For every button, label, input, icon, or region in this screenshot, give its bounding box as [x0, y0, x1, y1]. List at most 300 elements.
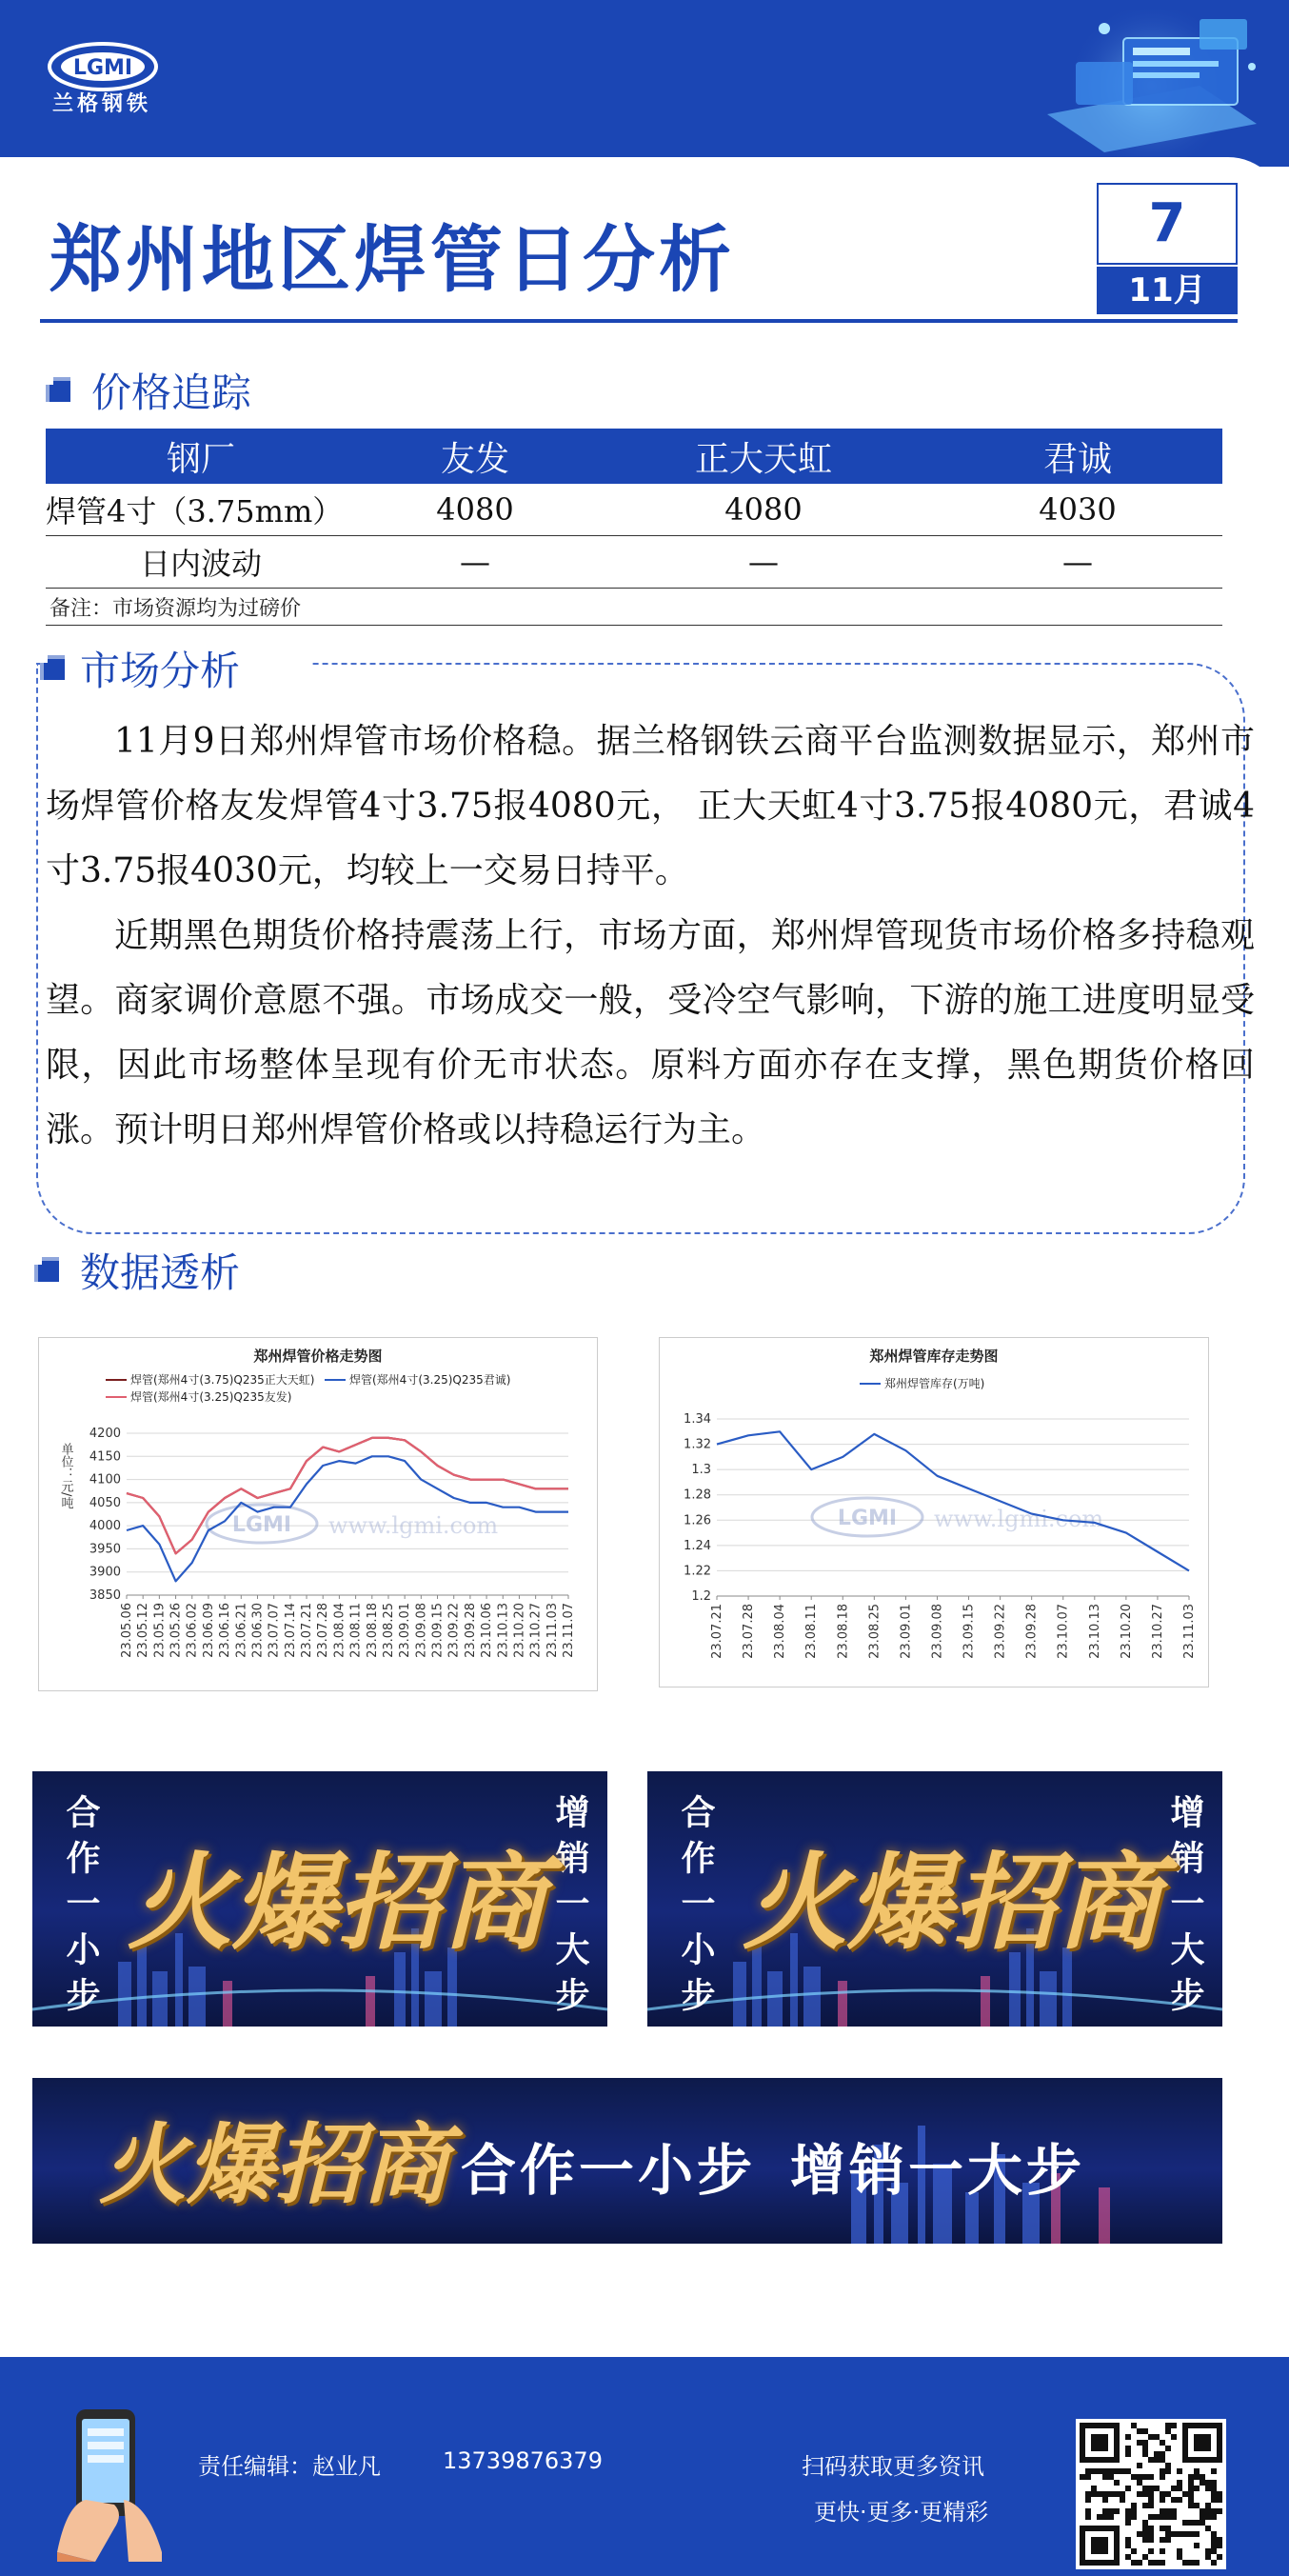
qr-module: [1137, 2480, 1142, 2486]
qr-module: [1148, 2503, 1154, 2508]
qr-module: [1125, 2537, 1131, 2543]
qr-module: [1165, 2463, 1171, 2468]
y-axis-label: 单位：元/吨: [58, 1443, 73, 1509]
qr-module: [1177, 2548, 1182, 2554]
qr-module: [1188, 2474, 1194, 2480]
qr-module: [1125, 2508, 1131, 2514]
change-cell: —: [933, 536, 1222, 589]
y-tick-label: 1.28: [684, 1488, 711, 1503]
qr-module: [1205, 2514, 1211, 2520]
y-tick-label: 1.34: [684, 1412, 711, 1427]
qr-module: [1217, 2508, 1222, 2514]
qr-module: [1131, 2474, 1137, 2480]
x-tick-label: 23.05.06: [120, 1603, 134, 1658]
qr-module: [1211, 2531, 1217, 2537]
y-tick-label: 1.24: [684, 1538, 711, 1553]
qr-module: [1165, 2423, 1171, 2428]
qr-module: [1160, 2491, 1165, 2497]
qr-module: [1211, 2514, 1217, 2520]
qr-module: [1188, 2531, 1194, 2537]
qr-module: [1211, 2486, 1217, 2491]
qr-module: [1102, 2468, 1108, 2474]
x-tick-label: 23.07.21: [300, 1603, 315, 1658]
qr-module: [1125, 2554, 1131, 2560]
qr-module: [1080, 2474, 1085, 2480]
qr-module: [1165, 2508, 1171, 2514]
y-tick-label: 3850: [89, 1588, 121, 1603]
y-tick-label: 4100: [89, 1472, 121, 1488]
phone-hand-icon: [57, 2409, 171, 2562]
watermark-url: www.lgmi.com: [328, 1512, 499, 1539]
x-tick-label: 23.09.28: [463, 1603, 478, 1658]
qr-module: [1154, 2457, 1160, 2463]
qr-module: [1211, 2560, 1217, 2566]
y-tick-label: 1.2: [691, 1589, 711, 1604]
qr-module: [1171, 2531, 1177, 2537]
qr-module: [1125, 2543, 1131, 2548]
qr-module: [1125, 2486, 1131, 2491]
qr-module: [1177, 2554, 1182, 2560]
table-row: [46, 484, 1222, 536]
banner-side-text-right: 增销一大步: [1165, 1794, 1204, 2023]
section-square-icon: [40, 655, 65, 680]
qr-module: [1171, 2508, 1177, 2514]
section-title-analysis: 市场分析: [80, 648, 241, 694]
x-tick-label: 23.05.26: [169, 1603, 184, 1658]
qr-module: [1097, 2514, 1102, 2520]
qr-module: [1217, 2543, 1222, 2548]
qr-module: [1165, 2468, 1171, 2474]
qr-module: [1160, 2451, 1165, 2457]
qr-module: [1160, 2548, 1165, 2554]
legend-label: 郑州焊管库存(万吨): [884, 1377, 985, 1390]
qr-module: [1148, 2474, 1154, 2480]
qr-module: [1200, 2514, 1205, 2520]
qr-module: [1102, 2497, 1108, 2503]
qr-module: [1182, 2560, 1188, 2566]
x-tick-label: 23.08.04: [773, 1604, 788, 1659]
row-label: 日内波动: [46, 536, 356, 589]
x-tick-label: 23.08.18: [836, 1604, 851, 1659]
qr-module: [1148, 2486, 1154, 2491]
qr-module: [1160, 2514, 1165, 2520]
qr-module: [1148, 2514, 1154, 2520]
change-cell: —: [356, 536, 594, 589]
qr-module: [1125, 2434, 1131, 2440]
qr-module: [1142, 2526, 1148, 2531]
qr-code-icon[interactable]: [1076, 2419, 1226, 2569]
x-tick-label: 23.10.07: [1056, 1604, 1071, 1659]
qr-module: [1142, 2428, 1148, 2434]
qr-module: [1154, 2451, 1160, 2457]
qr-module: [1137, 2428, 1142, 2434]
qr-module: [1137, 2440, 1142, 2446]
qr-module: [1205, 2526, 1211, 2531]
qr-module: [1211, 2480, 1217, 2486]
qr-module: [1171, 2486, 1177, 2491]
x-tick-label: 23.09.08: [930, 1604, 945, 1659]
x-tick-label: 23.11.07: [562, 1603, 576, 1658]
qr-module: [1211, 2543, 1217, 2548]
header-zhengda: 正大天虹: [594, 429, 933, 484]
x-tick-label: 23.09.01: [899, 1604, 914, 1659]
price-table: [46, 429, 1222, 589]
table-note: 备注：市场资源均为过磅价: [50, 597, 302, 621]
qr-module: [1125, 2446, 1131, 2451]
qr-module: [1194, 2560, 1200, 2566]
banner-side-text-left: 合作一小步: [676, 1794, 715, 2023]
qr-module: [1148, 2457, 1154, 2463]
banner-headline: 火爆招商: [128, 1841, 546, 1964]
qr-module: [1171, 2434, 1177, 2440]
qr-module: [1165, 2514, 1171, 2520]
y-tick-label: 4050: [89, 1495, 121, 1510]
x-tick-label: 23.09.22: [446, 1603, 462, 1658]
brand-name: 兰格钢铁: [52, 91, 152, 116]
promo-banner-wide[interactable]: [32, 2078, 1222, 2244]
section-square-icon: [46, 377, 70, 402]
qr-module: [1165, 2531, 1171, 2537]
inventory-trend-chart: [659, 1337, 1209, 1687]
x-tick-label: 23.09.22: [993, 1604, 1008, 1659]
qr-module: [1131, 2503, 1137, 2508]
x-tick-label: 23.10.27: [1150, 1604, 1165, 1659]
x-tick-label: 23.08.25: [381, 1603, 396, 1658]
qr-module: [1165, 2526, 1171, 2531]
x-tick-label: 23.07.28: [742, 1604, 757, 1659]
qr-module: [1131, 2548, 1137, 2554]
qr-module: [1194, 2520, 1200, 2526]
qr-module: [1114, 2508, 1120, 2514]
qr-module: [1217, 2491, 1222, 2497]
qr-module: [1177, 2480, 1182, 2486]
x-tick-label: 23.06.21: [234, 1603, 249, 1658]
watermark-url: www.lgmi.com: [934, 1506, 1104, 1532]
qr-module: [1125, 2468, 1131, 2474]
qr-module: [1131, 2423, 1137, 2428]
qr-module: [1131, 2560, 1137, 2566]
x-tick-label: 23.10.06: [480, 1603, 495, 1658]
row-label: 焊管4寸（3.75mm）: [46, 484, 356, 536]
analysis-paragraph: 11月9日郑州焊管市场价格稳。据兰格钢铁云商平台监测数据显示，郑州市场焊管价格友发焊管4寸3.75报4080元， 正大天虹4寸3.75报4080元，君诚4寸3.75报4030元，均较上一交易日持平。: [46, 722, 1255, 890]
editor-label: 责任编辑：赵业凡: [198, 2453, 381, 2480]
qr-module: [1085, 2468, 1091, 2474]
x-tick-label: 23.10.20: [1119, 1604, 1134, 1659]
qr-module: [1194, 2531, 1200, 2537]
price-cell: 4080: [594, 484, 933, 536]
price-cell: 4030: [933, 484, 1222, 536]
qr-finder: [1194, 2434, 1211, 2451]
qr-module: [1108, 2474, 1114, 2480]
qr-module: [1148, 2560, 1154, 2566]
promo-banner-right[interactable]: [647, 1771, 1222, 2027]
tech-illustration: [1009, 10, 1276, 162]
qr-module: [1085, 2508, 1091, 2514]
qr-module: [1205, 2503, 1211, 2508]
qr-module: [1160, 2497, 1165, 2503]
banner-slogan-right: 增销一大步: [790, 2138, 1086, 2203]
qr-module: [1142, 2446, 1148, 2451]
qr-module: [1148, 2497, 1154, 2503]
qr-module: [1137, 2491, 1142, 2497]
qr-module: [1160, 2508, 1165, 2514]
qr-module: [1091, 2486, 1097, 2491]
qr-module: [1171, 2514, 1177, 2520]
x-tick-label: 23.07.07: [267, 1603, 282, 1658]
qr-module: [1171, 2497, 1177, 2503]
watermark-logo-text: LGMI: [231, 1513, 292, 1537]
x-tick-label: 23.06.02: [185, 1603, 200, 1658]
x-tick-label: 23.09.28: [1024, 1604, 1040, 1659]
date-day: 7: [1097, 183, 1238, 265]
qr-module: [1148, 2537, 1154, 2543]
qr-module: [1154, 2486, 1160, 2491]
qr-module: [1194, 2468, 1200, 2474]
qr-module: [1102, 2508, 1108, 2514]
qr-module: [1142, 2474, 1148, 2480]
x-tick-label: 23.06.09: [201, 1603, 216, 1658]
qr-module: [1137, 2463, 1142, 2468]
qr-module: [1154, 2560, 1160, 2566]
table-row: [46, 536, 1222, 589]
qr-module: [1142, 2520, 1148, 2526]
x-tick-label: 23.09.01: [398, 1603, 413, 1658]
qr-module: [1188, 2503, 1194, 2508]
qr-module: [1188, 2520, 1194, 2526]
qr-module: [1091, 2491, 1097, 2497]
qr-module: [1205, 2480, 1211, 2486]
qr-module: [1102, 2491, 1108, 2497]
qr-module: [1182, 2491, 1188, 2497]
qr-module: [1194, 2474, 1200, 2480]
qr-module: [1217, 2497, 1222, 2503]
qr-module: [1142, 2451, 1148, 2457]
qr-module: [1217, 2554, 1222, 2560]
qr-module: [1200, 2508, 1205, 2514]
date-badge: [1097, 183, 1238, 316]
section-title-data: 数据透析: [80, 1249, 241, 1296]
qr-module: [1211, 2497, 1217, 2503]
qr-module: [1211, 2537, 1217, 2543]
qr-module: [1211, 2548, 1217, 2554]
x-tick-label: 23.05.19: [152, 1603, 168, 1658]
y-tick-label: 4150: [89, 1449, 121, 1465]
watermark-logo-text: LGMI: [837, 1507, 898, 1530]
x-tick-label: 23.10.13: [1087, 1604, 1102, 1659]
qr-module: [1137, 2560, 1142, 2566]
qr-module: [1182, 2520, 1188, 2526]
y-tick-label: 1.3: [691, 1463, 711, 1478]
header-youfa: 友发: [356, 429, 594, 484]
editor-phone[interactable]: 13739876379: [443, 2447, 603, 2474]
qr-module: [1148, 2491, 1154, 2497]
qr-module: [1102, 2474, 1108, 2480]
x-tick-label: 23.06.30: [250, 1603, 266, 1658]
qr-module: [1160, 2457, 1165, 2463]
qr-module: [1097, 2468, 1102, 2474]
qr-module: [1137, 2531, 1142, 2537]
banner-slogan-left: 合作一小步: [461, 2138, 757, 2203]
qr-module: [1194, 2543, 1200, 2548]
note-divider: [46, 625, 1222, 626]
x-tick-label: 23.09.08: [414, 1603, 429, 1658]
qr-module: [1142, 2537, 1148, 2543]
qr-module: [1114, 2468, 1120, 2474]
qr-finder: [1091, 2537, 1108, 2554]
qr-module: [1188, 2491, 1194, 2497]
x-tick-label: 23.07.28: [316, 1603, 331, 1658]
qr-module: [1211, 2508, 1217, 2514]
analysis-paragraph: 近期黑色期货价格持震荡上行，市场方面，郑州焊管现货市场价格多持稳观望。商家调价意愿不强。市场成交一般，受冷空气影响，下游的施工进度明显受限，因此市场整体呈现有价无市状态。原料方面亦存在支撑，黑色期货价格回涨。预计明日郑州焊管价格或以持稳运行为主。: [46, 916, 1255, 1149]
qr-module: [1114, 2491, 1120, 2497]
qr-module: [1091, 2468, 1097, 2474]
qr-module: [1142, 2486, 1148, 2491]
header-mill: 钢厂: [46, 429, 356, 484]
qr-module: [1131, 2514, 1137, 2520]
x-tick-label: 23.08.11: [348, 1603, 364, 1658]
qr-module: [1205, 2554, 1211, 2560]
qr-module: [1125, 2520, 1131, 2526]
qr-finder: [1091, 2434, 1108, 2451]
section-title-price: 价格追踪: [91, 369, 252, 416]
x-tick-label: 23.08.11: [804, 1604, 820, 1659]
qr-module: [1108, 2491, 1114, 2497]
page-title: 郑州地区焊管日分析: [50, 217, 735, 302]
x-tick-label: 23.08.25: [867, 1604, 882, 1659]
qr-module: [1165, 2428, 1171, 2434]
qr-module: [1211, 2468, 1217, 2474]
qr-module: [1165, 2446, 1171, 2451]
x-tick-label: 23.08.04: [332, 1603, 347, 1658]
logo-text: LGMI: [72, 56, 133, 80]
y-tick-label: 1.26: [684, 1513, 711, 1528]
legend-label: 焊管(郑州4寸(3.25)Q235友发): [130, 1390, 292, 1404]
section-square-icon: [34, 1257, 59, 1282]
qr-module: [1085, 2491, 1091, 2497]
x-tick-label: 23.08.18: [365, 1603, 380, 1658]
banner-headline: 火爆招商: [743, 1841, 1161, 1964]
qr-module: [1125, 2514, 1131, 2520]
qr-module: [1148, 2434, 1154, 2440]
banner-side-text-left: 合作一小步: [61, 1794, 100, 2023]
y-tick-label: 4200: [89, 1427, 121, 1441]
legend-label: 焊管(郑州4寸(3.75)Q235正大天虹): [130, 1373, 315, 1387]
y-tick-label: 3950: [89, 1542, 121, 1557]
y-tick-label: 3900: [89, 1565, 121, 1580]
qr-module: [1154, 2434, 1160, 2440]
qr-module: [1114, 2480, 1120, 2486]
qr-module: [1205, 2548, 1211, 2554]
qr-module: [1217, 2537, 1222, 2543]
date-month: 11月: [1097, 267, 1238, 314]
qr-module: [1171, 2423, 1177, 2428]
qr-module: [1200, 2474, 1205, 2480]
qr-module: [1108, 2508, 1114, 2514]
qr-module: [1205, 2486, 1211, 2491]
x-tick-label: 23.09.15: [430, 1603, 446, 1658]
qr-module: [1120, 2491, 1125, 2497]
qr-module: [1188, 2560, 1194, 2566]
qr-module: [1194, 2503, 1200, 2508]
qr-module: [1205, 2508, 1211, 2514]
x-tick-label: 23.09.15: [962, 1604, 977, 1659]
x-tick-label: 23.10.13: [496, 1603, 511, 1658]
qr-module: [1200, 2520, 1205, 2526]
qr-module: [1108, 2514, 1114, 2520]
scan-prompt: 扫码获取更多资讯: [802, 2453, 984, 2480]
qr-module: [1142, 2554, 1148, 2560]
table-header-row: [46, 429, 1222, 484]
qr-module: [1137, 2474, 1142, 2480]
qr-module: [1142, 2531, 1148, 2537]
title-underline: [40, 319, 1238, 323]
x-tick-label: 23.07.21: [710, 1604, 724, 1659]
qr-module: [1188, 2480, 1194, 2486]
x-tick-label: 23.07.14: [283, 1603, 298, 1658]
qr-module: [1211, 2491, 1217, 2497]
x-tick-label: 23.05.12: [136, 1603, 151, 1658]
header-juncheng: 君诚: [933, 429, 1222, 484]
x-tick-label: 23.10.20: [512, 1603, 527, 1658]
qr-module: [1160, 2560, 1165, 2566]
qr-module: [1131, 2508, 1137, 2514]
price-cell: 4080: [356, 484, 594, 536]
banner-headline: 火爆招商: [99, 2113, 450, 2216]
qr-module: [1188, 2486, 1194, 2491]
footer-tagline: 更快·更多·更精彩: [814, 2499, 989, 2526]
qr-module: [1085, 2497, 1091, 2503]
qr-module: [1165, 2491, 1171, 2497]
price-trend-chart: [38, 1337, 598, 1691]
qr-module: [1182, 2531, 1188, 2537]
qr-module: [1142, 2491, 1148, 2497]
qr-module: [1160, 2474, 1165, 2480]
qr-module: [1194, 2486, 1200, 2491]
qr-module: [1200, 2480, 1205, 2486]
qr-module: [1160, 2468, 1165, 2474]
qr-module: [1177, 2468, 1182, 2474]
qr-module: [1177, 2497, 1182, 2503]
qr-module: [1108, 2468, 1114, 2474]
banner-side-text-right: 增销一大步: [550, 1794, 589, 2023]
y-tick-label: 1.32: [684, 1437, 711, 1452]
change-cell: —: [594, 536, 933, 589]
qr-module: [1120, 2497, 1125, 2503]
x-tick-label: 23.11.03: [545, 1603, 560, 1658]
qr-module: [1085, 2474, 1091, 2480]
qr-module: [1085, 2514, 1091, 2520]
x-tick-label: 23.10.27: [528, 1603, 544, 1658]
qr-module: [1154, 2514, 1160, 2520]
qr-module: [1102, 2514, 1108, 2520]
qr-module: [1142, 2440, 1148, 2446]
y-tick-label: 4000: [89, 1519, 121, 1534]
qr-module: [1177, 2531, 1182, 2537]
qr-module: [1125, 2451, 1131, 2457]
y-tick-label: 1.22: [684, 1564, 711, 1579]
chart-title: 郑州焊管价格走势图: [253, 1348, 383, 1365]
qr-module: [1160, 2440, 1165, 2446]
qr-module: [1097, 2491, 1102, 2497]
qr-module: [1120, 2468, 1125, 2474]
qr-module: [1160, 2526, 1165, 2531]
promo-banner-left[interactable]: [32, 1771, 607, 2027]
qr-module: [1177, 2486, 1182, 2491]
x-tick-label: 23.11.03: [1182, 1604, 1197, 1659]
qr-module: [1142, 2503, 1148, 2508]
qr-module: [1148, 2531, 1154, 2537]
qr-module: [1165, 2537, 1171, 2543]
